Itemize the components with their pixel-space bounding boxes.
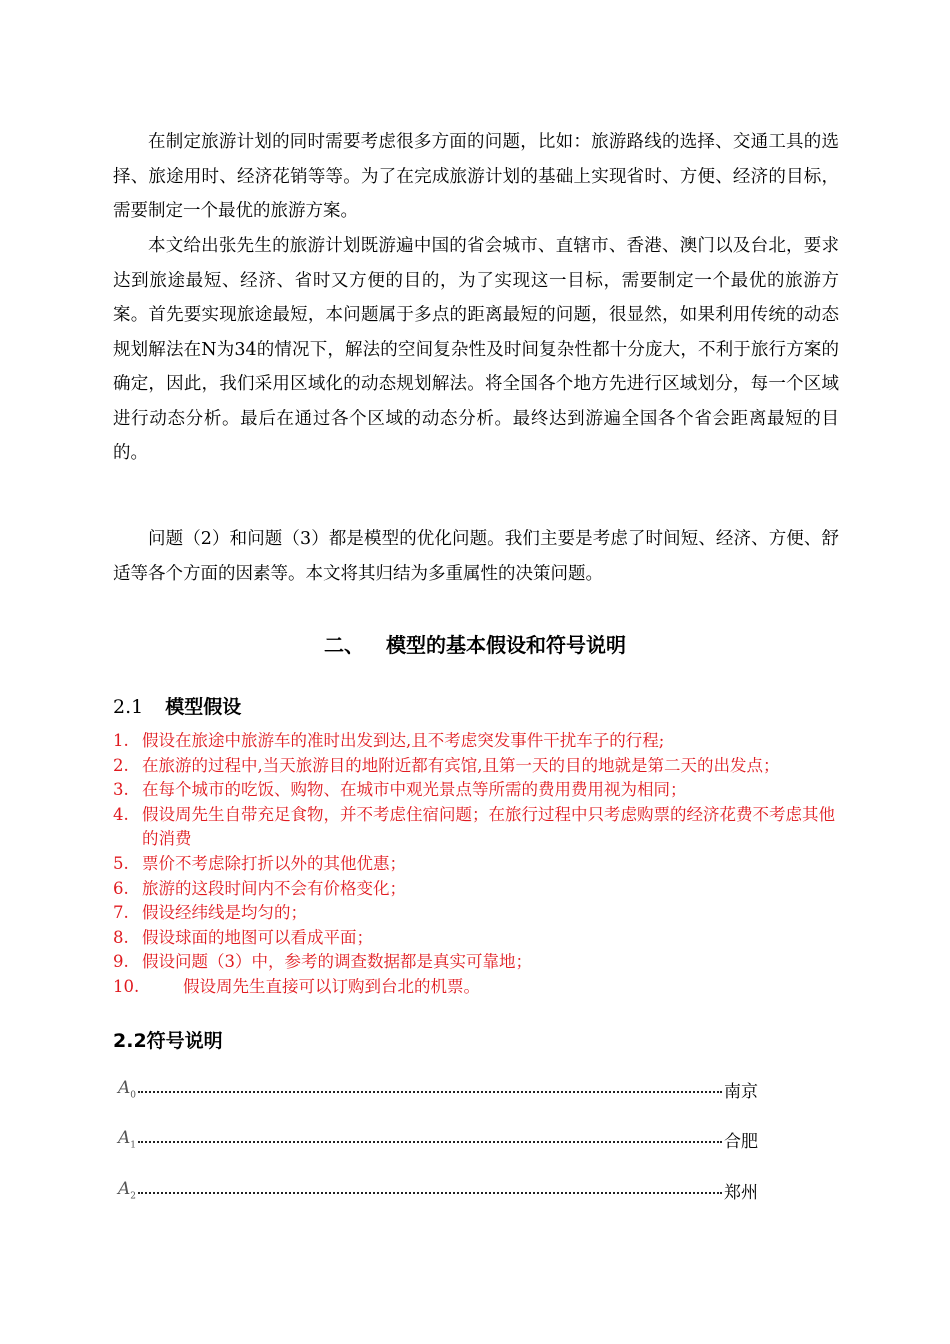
section-2-heading [0,628,950,662]
assumption-number: 8. [113,927,129,947]
assumption-number: 2. [113,755,129,775]
section-2-title: 模型的基本假设和符号说明 [386,633,626,657]
dot-leader [138,1089,722,1093]
assumption-item [113,975,843,1000]
intro-paragraph-2: 本文给出张先生的旅游计划既游遍中国的省会城市、直辖市、香港、澳门以及台北，要求达到旅途最短、经济、省时又方便的目的，为了实现这一目标，需要制定一个最优的旅游方案。首先要实现旅途最短，本问题属于多点的距离最短的问题，很显然，如果利用传统的动态规划解法在N为34的情况下，解法的空间复杂性及时间复杂性都十分庞大，不利于旅行方案的确定，因此，我们采用区域化的动态规划解法。将全国各个地方先进行区域划分，每一个区域进行动态分析。最后在通过各个区域的动态分析。最终达到游遍全国各个省会距离最短的目的。 [113,236,839,463]
assumption-item [113,778,843,803]
assumption-text: 假设问题（3）中，参考的调查数据都是真实可靠地； [142,952,532,972]
assumption-number: 4. [113,804,129,824]
assumption-text: 旅游的这段时间内不会有价格变化； [142,878,406,898]
symbol-letter: A [118,1077,131,1098]
symbol-subscript: 0 [130,1090,137,1101]
assumption-text: 假设在旅途中旅游车的准时出发到达,且不考虑突发事件干扰车子的行程; [142,731,665,750]
assumption-text: 假设球面的地图可以看成平面； [142,927,373,947]
assumption-text: 在旅游的过程中,当天旅游目的地附近都有宾馆,且第一天的目的地就是第二天的出发点； [142,755,780,775]
assumption-number: 10. [113,976,140,996]
symbol-subscript: 1 [130,1140,137,1151]
subsection-2-1-number: 2.1 [113,696,144,718]
assumption-text: 假设经纬线是均匀的； [142,903,307,923]
assumption-text: 假设周先生直接可以订购到台北的机票。 [183,976,480,996]
assumption-number: 5. [113,853,129,873]
assumption-item [113,852,843,877]
dot-leader [138,1139,722,1143]
symbol-letter: A [118,1127,131,1148]
symbol-city: 南京 [724,1081,758,1102]
assumption-item [113,950,843,975]
symbol-variable [118,1078,136,1100]
symbol-city: 合肥 [724,1131,758,1152]
assumption-number: 9. [113,952,129,972]
symbol-variable [118,1128,136,1150]
assumption-item [113,926,843,951]
symbol-subscript: 2 [130,1191,137,1202]
assumption-item [113,729,843,754]
symbol-letter: A [118,1178,131,1199]
assumption-text: 票价不考虑除打折以外的其他优惠； [142,853,406,873]
section-2-number: 二、 [324,633,364,657]
assumption-item [113,803,843,852]
assumption-text: 在每个城市的吃饭、购物、在城市中观光景点等所需的费用费用视为相同； [142,780,687,800]
assumption-number: 6. [113,878,129,898]
symbol-row [118,1124,758,1154]
intro-paragraph-3: 问题（2）和问题（3）都是模型的优化问题。我们主要是考虑了时间短、经济、方便、舒适等各个方面的因素等。本文将其归结为多重属性的决策问题。 [113,529,839,584]
subsection-2-1-heading [113,692,241,722]
assumption-list [113,729,843,1000]
subsection-2-2-heading: 2.2符号说明 [113,1030,223,1052]
intro-paragraph-1: 在制定旅游计划的同时需要考虑很多方面的问题，比如：旅游路线的选择、交通工具的选择、旅途用时、经济花销等等。为了在完成旅游计划的基础上实现省时、方便、经济的目标，需要制定一个最优的旅游方案。 [113,132,839,221]
subsection-2-1-title: 模型假设 [165,696,242,718]
assumption-text: 假设周先生自带充足食物，并不考虑住宿问题；在旅行过程中只考虑购票的经济花费不考虑其他的消费 [142,804,835,849]
assumption-number: 3. [113,780,129,800]
assumption-number: 1. [113,731,129,750]
assumption-item [113,877,843,902]
symbol-variable [118,1179,136,1201]
dot-leader [138,1190,722,1194]
assumption-number: 7. [113,903,129,923]
symbol-row [118,1175,758,1205]
symbol-row [118,1074,758,1104]
assumption-item [113,754,843,779]
symbol-city: 郑州 [724,1182,758,1203]
assumption-item [113,901,843,926]
